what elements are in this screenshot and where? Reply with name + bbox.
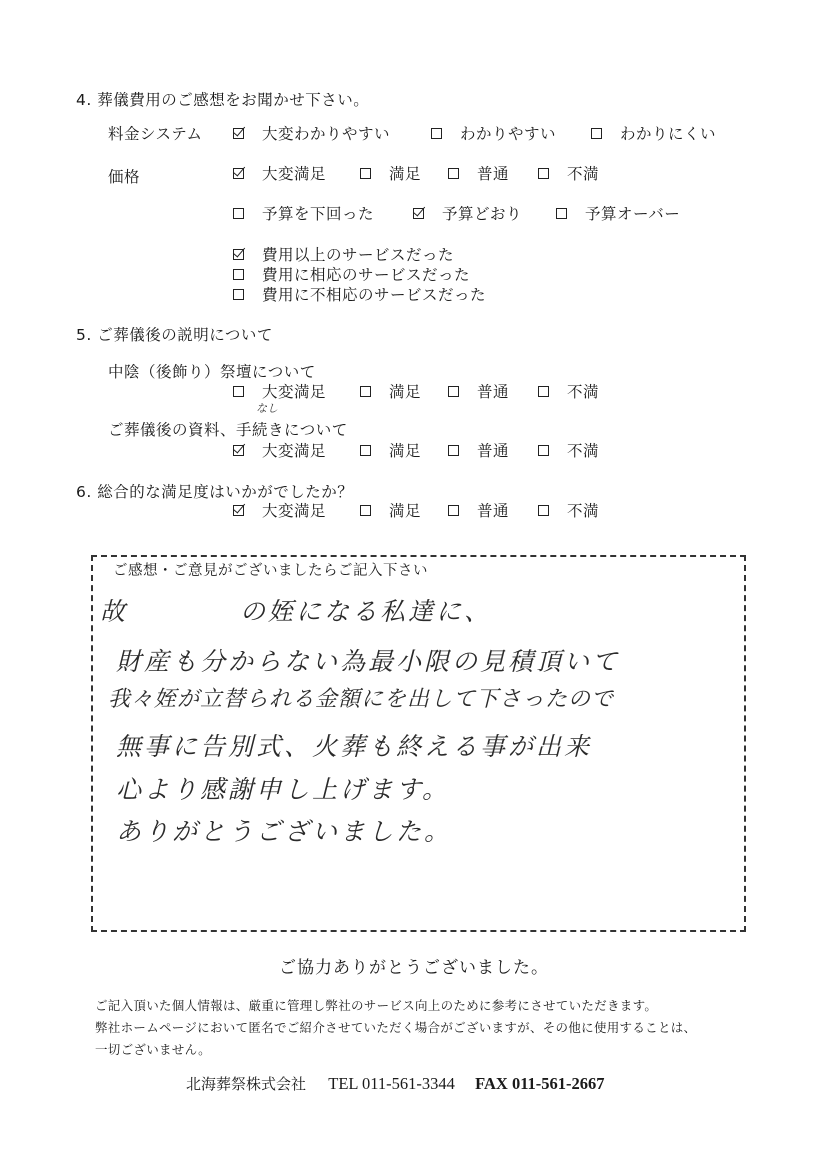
checkbox-icon[interactable] xyxy=(233,128,244,139)
option-very-satisfied[interactable] xyxy=(233,439,326,461)
option-normal[interactable] xyxy=(448,439,509,461)
handwritten-line: 我々姪が立替られる金額にを出して下さったので xyxy=(108,687,615,712)
option-label: 不満 xyxy=(567,502,600,520)
option-on-budget[interactable] xyxy=(413,202,522,224)
option-dissatisfied[interactable] xyxy=(538,162,599,184)
comment-box-title: ご感想・ご意見がございましたらご記入下さい xyxy=(113,563,428,579)
option-label: 満足 xyxy=(389,502,422,520)
option-unclear[interactable] xyxy=(591,122,716,144)
checkbox-icon[interactable] xyxy=(431,128,442,139)
checkbox-icon[interactable] xyxy=(448,505,459,516)
handwritten-note: なし xyxy=(256,402,278,415)
option-label: 不満 xyxy=(567,442,600,460)
option-satisfied[interactable] xyxy=(360,162,421,184)
option-very-satisfied[interactable] xyxy=(233,162,326,184)
footer xyxy=(186,1073,605,1094)
option-very-satisfied[interactable] xyxy=(233,499,326,521)
option-dissatisfied[interactable] xyxy=(538,439,599,461)
fax-number: FAX 011-561-2667 xyxy=(475,1074,605,1093)
checkbox-icon[interactable] xyxy=(233,168,244,179)
checkbox-icon[interactable] xyxy=(233,269,244,280)
checkbox-icon[interactable] xyxy=(233,505,244,516)
option-label: 大変わかりやすい xyxy=(262,125,391,143)
option-label: 普通 xyxy=(477,383,510,401)
q4-title: 4. 葬儀費用のご感想をお聞かせ下さい。 xyxy=(76,91,370,109)
option-very-clear[interactable] xyxy=(233,122,390,144)
handwritten-line: ありがとうございました。 xyxy=(116,817,453,846)
checkbox-icon[interactable] xyxy=(360,168,371,179)
checkbox-icon[interactable] xyxy=(233,386,244,397)
option-dissatisfied[interactable] xyxy=(538,499,599,521)
option-very-satisfied[interactable] xyxy=(233,380,326,402)
option-label: 大変満足 xyxy=(262,502,327,520)
privacy-notice-line: 一切ございません。 xyxy=(95,1042,211,1057)
checkbox-icon[interactable] xyxy=(556,208,567,219)
checkbox-icon[interactable] xyxy=(233,249,244,260)
option-label: 大変満足 xyxy=(262,165,327,183)
option-clear[interactable] xyxy=(431,122,556,144)
altar-label: 中陰（後飾り）祭壇について xyxy=(108,363,316,381)
option-satisfied[interactable] xyxy=(360,380,421,402)
checkbox-icon[interactable] xyxy=(233,208,244,219)
option-label: 満足 xyxy=(389,383,422,401)
option-label: わかりにくい xyxy=(620,125,717,143)
option-label: 満足 xyxy=(389,165,422,183)
option-dissatisfied[interactable] xyxy=(538,380,599,402)
handwritten-line: 心より感謝申し上げます。 xyxy=(116,775,451,804)
option-normal[interactable] xyxy=(448,162,509,184)
option-label: 大変満足 xyxy=(262,442,327,460)
option-label: 費用以上のサービスだった xyxy=(262,246,455,264)
option-normal[interactable] xyxy=(448,380,509,402)
handwritten-line: 無事に告別式、火葬も終える事が出来 xyxy=(116,732,593,761)
option-label: 普通 xyxy=(477,442,510,460)
privacy-notice-line: 弊社ホームページにおいて匿名でご紹介させていただく場合がございますが、その他に使用することは、 xyxy=(95,1020,697,1035)
option-under-budget[interactable] xyxy=(233,202,374,224)
handwritten-line: 財産も分からない為最小限の見積頂いて xyxy=(116,647,621,676)
checkbox-icon[interactable] xyxy=(360,386,371,397)
option-over-budget[interactable] xyxy=(556,202,680,224)
option-satisfied[interactable] xyxy=(360,439,421,461)
checkbox-icon[interactable] xyxy=(360,445,371,456)
company-name: 北海葬祭株式会社 xyxy=(186,1075,307,1093)
option-label: 普通 xyxy=(477,165,510,183)
checkbox-icon[interactable] xyxy=(360,505,371,516)
checkbox-icon[interactable] xyxy=(448,386,459,397)
option-service-matched-cost[interactable] xyxy=(233,263,470,285)
privacy-notice-line: ご記入頂いた個人情報は、厳重に管理し弊社のサービス向上のために参考にさせていただきます。 xyxy=(95,998,658,1013)
option-label: 不満 xyxy=(567,165,600,183)
checkbox-icon[interactable] xyxy=(538,445,549,456)
option-label: 大変満足 xyxy=(262,383,327,401)
thanks-message: ご協力ありがとうございました。 xyxy=(279,958,549,978)
option-label: 予算を下回った xyxy=(262,205,375,223)
option-label: 費用に相応のサービスだった xyxy=(262,266,471,284)
option-satisfied[interactable] xyxy=(360,499,421,521)
checkbox-icon[interactable] xyxy=(448,168,459,179)
option-label: 予算どおり xyxy=(442,205,523,223)
phone-number: TEL 011-561-3344 xyxy=(328,1074,455,1093)
option-service-below-cost[interactable] xyxy=(233,283,486,305)
checkbox-icon[interactable] xyxy=(538,168,549,179)
documents-label: ご葬儀後の資料、手続きについて xyxy=(108,421,348,439)
option-label: 予算オーバー xyxy=(585,205,681,223)
checkbox-icon[interactable] xyxy=(233,289,244,300)
option-service-above-cost[interactable] xyxy=(233,243,454,265)
option-label: 普通 xyxy=(477,502,510,520)
option-label: 不満 xyxy=(567,383,600,401)
q6-title: 6. 総合的な満足度はいかがでしたか？ xyxy=(76,483,354,501)
checkbox-icon[interactable] xyxy=(538,386,549,397)
option-normal[interactable] xyxy=(448,499,509,521)
option-label: わかりやすい xyxy=(460,125,557,143)
checkbox-icon[interactable] xyxy=(591,128,602,139)
q5-title: 5. ご葬儀後の説明について xyxy=(76,326,273,344)
checkbox-icon[interactable] xyxy=(233,445,244,456)
checkbox-icon[interactable] xyxy=(413,208,424,219)
option-label: 満足 xyxy=(389,442,422,460)
checkbox-icon[interactable] xyxy=(538,505,549,516)
handwritten-line: 故 の姪になる私達に、 xyxy=(100,597,493,626)
price-label: 価格 xyxy=(108,168,141,186)
checkbox-icon[interactable] xyxy=(448,445,459,456)
pricing-system-label: 料金システム xyxy=(108,125,203,143)
option-label: 費用に不相応のサービスだった xyxy=(262,286,487,304)
